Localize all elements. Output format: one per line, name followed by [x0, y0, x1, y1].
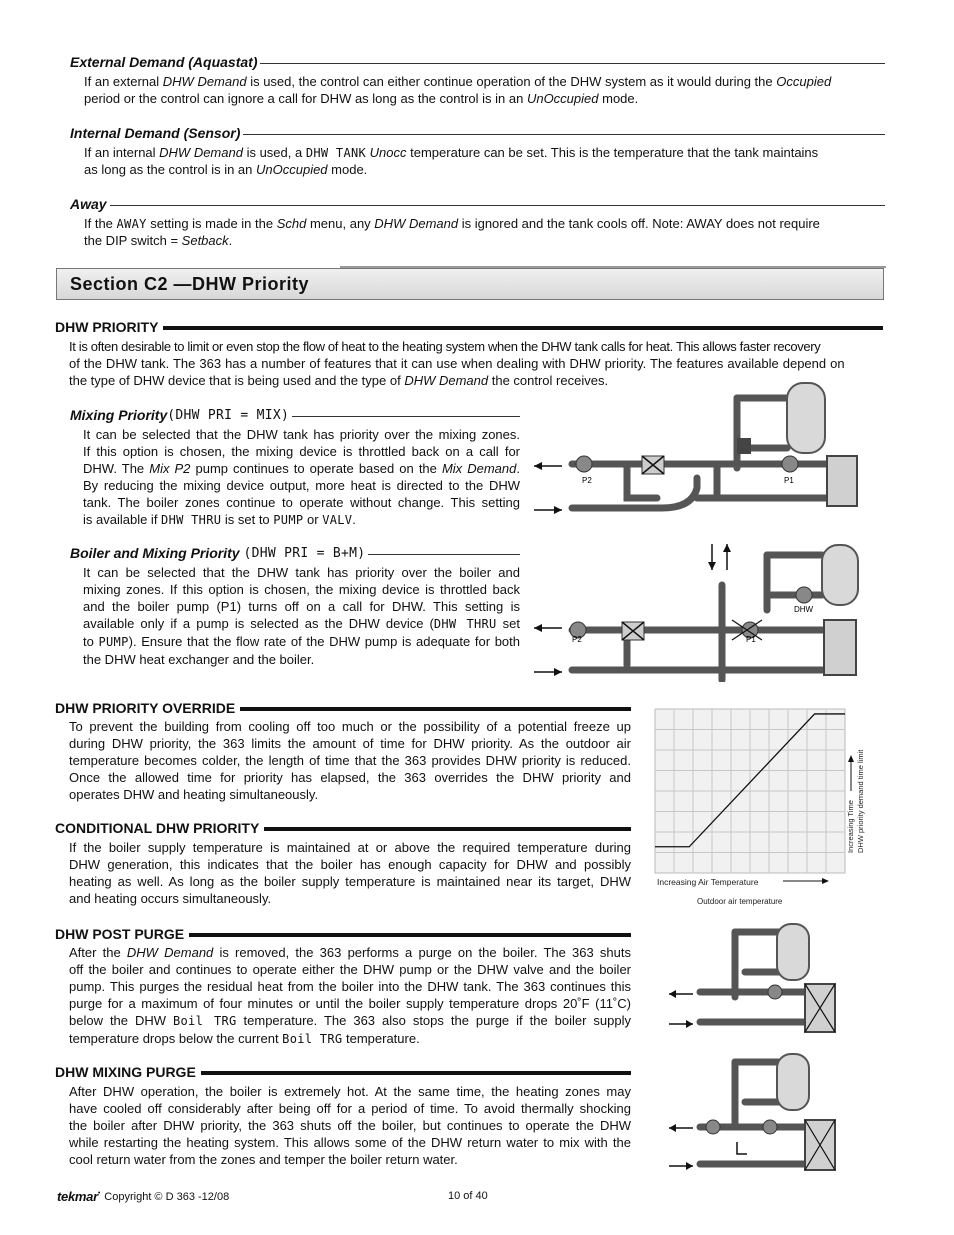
- text-run: mode.: [327, 162, 368, 177]
- internal-demand-line-1: [84, 144, 818, 162]
- paragraph-line: [69, 1030, 631, 1048]
- boiler-mixing-priority-heading: [70, 545, 520, 561]
- tekmar-logo: tekmar: [57, 1189, 98, 1204]
- dhw-label: DHW: [794, 605, 814, 614]
- text-run: or: [303, 512, 323, 527]
- text-run: tank. The boiler zones continue to operate without change. This setting: [83, 495, 520, 510]
- text-run: period or the control can ignore a call for DHW as long as the control is in an: [84, 91, 527, 106]
- lcd-code: DHW THRU: [161, 513, 222, 527]
- paragraph-line: [69, 1012, 631, 1030]
- paragraph-line: [83, 651, 520, 668]
- override-heading: [55, 700, 631, 716]
- text-run: is removed, the 363 performs a purge on the boiler. The 363 shuts: [213, 945, 631, 960]
- italic-term: Mix P2: [149, 461, 191, 476]
- paragraph-line: [69, 978, 631, 995]
- paragraph-line: If the boiler supply temperature is maintained at or above the required temperature during: [69, 840, 631, 855]
- copyright-text: Copyright © D 363 -12/08: [104, 1190, 230, 1203]
- paragraph-line: [69, 944, 631, 961]
- paragraph-line: while restarting the heating system. This allows some of the DHW return water to mix with the: [69, 1135, 631, 1150]
- override-title: DHW PRIORITY OVERRIDE: [55, 700, 236, 716]
- paragraph-line: [83, 426, 520, 443]
- paragraph-line: have cooled off considerably after being off for a period of time. To avoid thermally shocking: [69, 1101, 631, 1116]
- paragraph-line: [83, 460, 520, 477]
- paragraph-line: Once the allowed time for priority has elapsed, the 363 overrides the DHW priority and: [69, 770, 631, 785]
- external-demand-line-2: [84, 90, 638, 107]
- page-number: 10 of 40: [448, 1190, 488, 1202]
- lcd-code: PUMP: [98, 635, 129, 649]
- mixing-purge-diagram: [665, 1052, 845, 1177]
- text-run: below the DHW: [69, 1013, 173, 1028]
- italic-term: DHW Demand: [159, 145, 243, 160]
- supply-arrow-icon-2: [534, 624, 542, 632]
- down-arrow-icon: [708, 562, 716, 570]
- chart-y-arrow-icon: [848, 755, 854, 762]
- text-run: is available if: [83, 512, 162, 527]
- text-run: is used, the control can either continue operation of the DHW system as it would during the: [246, 74, 777, 89]
- italic-term: DHW Demand: [126, 945, 214, 960]
- return-arrow-icon-2: [554, 668, 562, 676]
- text-run: If an internal: [84, 145, 160, 160]
- internal-demand-heading: [70, 125, 885, 141]
- paragraph-line: [83, 615, 520, 633]
- mixing-purge-heading: [55, 1064, 631, 1080]
- text-run: After the: [69, 945, 127, 960]
- external-demand-line-1: [84, 73, 831, 90]
- text-run: temperature. The 363 also stops the purge if the boiler supply: [236, 1013, 631, 1028]
- paragraph-line: during DHW priority, the 363 limits the amount of time for DHW priority. As the outdoor air: [69, 736, 631, 751]
- text-run: If an external: [84, 74, 163, 89]
- text-run: setting is made in the: [146, 216, 277, 231]
- away-line-1: [84, 215, 820, 233]
- mixing-priority-body: [83, 426, 520, 529]
- dhw-priority-title: DHW PRIORITY: [55, 319, 159, 335]
- text-run: is set to: [221, 512, 274, 527]
- text-run: as long as the control is in an: [84, 162, 256, 177]
- text-run: By reducing the mixing device output, more heat is directed to the DHW: [83, 478, 520, 493]
- paragraph-line: and heating occurs simultaneously.: [69, 891, 272, 906]
- p1-pump-icon: [782, 456, 798, 472]
- text-run: DHW. The: [83, 461, 150, 476]
- chart-svg: [653, 707, 868, 907]
- chart-x-caption: Outdoor air temperature: [697, 897, 783, 906]
- italic-term: Schd: [276, 216, 307, 231]
- italic-term: DHW Demand: [374, 216, 459, 231]
- boiler-mixing-priority-code: (DHW PRI = B+M): [243, 545, 366, 561]
- paragraph-line: [83, 511, 520, 529]
- conditional-body: [69, 839, 631, 907]
- text-run: set: [496, 616, 520, 631]
- text-run: If the: [84, 216, 117, 231]
- override-body: [69, 718, 631, 803]
- mixing-purge-title: DHW MIXING PURGE: [55, 1064, 196, 1080]
- italic-term: Occupied: [776, 74, 832, 89]
- paragraph-line: [69, 995, 631, 1012]
- paragraph-line: DHW generation, this indicates that the boiler has enough capacity for DHW and possibly: [69, 857, 631, 872]
- p1-label-2: P1: [746, 635, 756, 644]
- text-run: purge for a maximum of four minutes or until the boiler supply temperature drops 20˚F (11˚C): [69, 996, 631, 1011]
- text-run: the DHW heat exchanger and the boiler.: [83, 652, 315, 667]
- paragraph-line: After DHW operation, the boiler is extremely hot. At the same time, the heating zones may: [69, 1084, 631, 1099]
- text-run: .: [516, 461, 520, 476]
- dhw-tank-icon: [787, 383, 825, 453]
- paragraph-line: [83, 633, 520, 651]
- text-run: off the boiler and continues to operate either the DHW pump or the DHW valve and the boiler: [69, 962, 631, 977]
- paragraph-line: operates DHW and heating simultaneously.: [69, 787, 319, 802]
- text-run: temperature can be set. This is the temperature that the tank maintains: [406, 145, 819, 160]
- section-banner: [56, 268, 884, 299]
- dhw-tank-icon-3: [777, 924, 809, 980]
- dhw-pump-icon: [796, 587, 812, 603]
- lcd-code: PUMP: [273, 513, 304, 527]
- dhw-tank-icon-4: [777, 1054, 809, 1110]
- pump-icon-3: [768, 985, 782, 999]
- text-run: If this option is chosen, the mixing device is throttled back on a call for: [83, 444, 520, 459]
- away-heading: [70, 196, 885, 212]
- dhw-valve-icon: [737, 438, 751, 454]
- supply-arrow-icon: [534, 462, 542, 470]
- boiler-mixing-priority-diagram: [532, 540, 872, 682]
- boiler-mixing-priority-body: [83, 564, 520, 668]
- paragraph-line: [83, 494, 520, 511]
- p2-label-2: P2: [572, 635, 582, 644]
- mixing-priority-title: Mixing Priority: [70, 407, 168, 423]
- mixing-purge-body: [69, 1083, 631, 1168]
- external-demand-heading: [70, 54, 885, 70]
- supply-arrow-icon-4: [669, 1124, 676, 1132]
- lcd-code: VALV: [322, 513, 353, 527]
- p1-label: P1: [784, 476, 794, 485]
- lcd-code: DHW TANK: [305, 146, 367, 160]
- text-run: mode.: [598, 91, 639, 106]
- paragraph-line: [83, 443, 520, 460]
- text-run: and the boiler pump (P1) turns off on a call for DHW. This setting is: [83, 599, 520, 614]
- conditional-heading: [55, 820, 631, 836]
- away-title: Away: [70, 196, 107, 212]
- p2-pump-icon: [576, 456, 592, 472]
- boiler-icon-2: [824, 620, 856, 675]
- return-arrow-icon-4: [686, 1162, 693, 1170]
- boiler-mixing-priority-title: Boiler and Mixing Priority: [70, 545, 240, 561]
- paragraph-line: [83, 598, 520, 615]
- paragraph-line: [83, 581, 520, 598]
- text-run: pump continues to operate based on the: [190, 461, 442, 476]
- pump-icon-5: [706, 1120, 720, 1134]
- paragraph-line: the boiler after DHW priority, the 363 shuts off the boiler, but continues to operate the DHW: [69, 1118, 631, 1133]
- paragraph-line: [83, 564, 520, 581]
- text-run: the type of DHW device that is being used and the type of: [69, 373, 405, 388]
- mixing-priority-diagram: [532, 378, 872, 520]
- internal-demand-line-2: [84, 161, 367, 178]
- paragraph-line: To prevent the building from cooling off too much or the possibility of a potential freeze up: [69, 719, 631, 734]
- priority-override-chart: [653, 707, 868, 907]
- text-run: temperature.: [342, 1031, 420, 1046]
- p2-label: P2: [582, 476, 592, 485]
- up-arrow-icon: [723, 544, 731, 552]
- italic-term: DHW Demand: [404, 373, 489, 388]
- paragraph-line: cool return water from the zones and temper the boiler return water.: [69, 1152, 458, 1167]
- boiler-icon: [827, 456, 857, 506]
- italic-term: DHW Demand: [162, 74, 247, 89]
- supply-arrow-icon-3: [669, 990, 676, 998]
- text-run: mixing zones. If this option is chosen, the mixing device is throttled back: [83, 582, 520, 597]
- registered-mark: •: [97, 1190, 101, 1197]
- text-run: ). Ensure that the flow rate of the DHW pump is adequate for both: [128, 634, 520, 649]
- post-purge-heading: [55, 926, 631, 942]
- text-run: It can be selected that the DHW tank has priority over the mixing zones.: [83, 427, 520, 442]
- text-run: It can be selected that the DHW tank has priority over the boiler and: [83, 565, 520, 580]
- italic-term: UnOccupied: [256, 162, 328, 177]
- text-run: the control receives.: [488, 373, 609, 388]
- post-purge-diagram: [665, 922, 845, 1047]
- italic-term: Mix Demand: [441, 461, 517, 476]
- mixing-priority-heading: [70, 407, 520, 423]
- text-run: .: [352, 512, 356, 527]
- footer-left: [57, 1189, 229, 1204]
- lcd-code: Boil TRG: [282, 1032, 343, 1046]
- post-purge-body: [69, 944, 631, 1048]
- paragraph-line: [69, 961, 631, 978]
- dhw-priority-heading: [55, 319, 883, 335]
- paragraph-line: temperature becomes colder, the length of time that the 363 provides DHW priority is reduced.: [69, 753, 631, 768]
- lcd-code: AWAY: [116, 217, 147, 231]
- chart-ylabel-2: DHW priority demand time limit: [856, 749, 865, 853]
- external-demand-title: External Demand (Aquastat): [70, 54, 258, 70]
- post-purge-title: DHW POST PURGE: [55, 926, 185, 942]
- text-run: temperature drops below the current: [69, 1031, 283, 1046]
- italic-term: Setback: [181, 233, 229, 248]
- text-run: available only if a pump is selected as the DHW device (: [83, 616, 434, 631]
- italic-term: Unocc: [369, 145, 407, 160]
- text-run: is ignored and the tank cools off. Note: AWAY does not require: [458, 216, 820, 231]
- text-run: the DIP switch =: [84, 233, 182, 248]
- chart-x-arrow-icon: [822, 878, 829, 884]
- internal-demand-title: Internal Demand (Sensor): [70, 125, 241, 141]
- chart-ylabel: Increasing Time: [846, 800, 855, 853]
- pump-icon-4: [763, 1120, 777, 1134]
- section-title: Section C2 —DHW Priority: [70, 274, 310, 294]
- dhw-priority-line-2: of the DHW tank. The 363 has a number of features that it can use when dealing with DHW priority. The features available depend on: [69, 356, 845, 371]
- lcd-code: DHW THRU: [433, 617, 497, 631]
- text-run: is used, a: [242, 145, 306, 160]
- text-run: to: [83, 634, 99, 649]
- paragraph-line: heating as well. As long as the boiler supply temperature is maintained near its target, DHW: [69, 874, 631, 889]
- text-run: pump. This purges the residual heat from the boiler into the DHW tank. The 363 continues this: [69, 979, 631, 994]
- text-run: .: [228, 233, 233, 248]
- dhw-priority-line-1: It is often desirable to limit or even stop the flow of heat to the heating system when the DHW tank calls for heat. This allows faster recovery: [69, 339, 821, 354]
- dhw-tank-icon-2: [822, 545, 858, 605]
- chart-xlabel: Increasing Air Temperature: [657, 877, 759, 887]
- mixing-priority-code: (DHW PRI = MIX): [167, 407, 290, 423]
- lcd-code: Boil TRG: [173, 1014, 237, 1028]
- return-arrow-icon: [554, 506, 562, 514]
- paragraph-line: [83, 477, 520, 494]
- return-arrow-icon-3: [686, 1020, 693, 1028]
- away-line-2: [84, 232, 232, 249]
- italic-term: UnOccupied: [526, 91, 599, 106]
- conditional-title: CONDITIONAL DHW PRIORITY: [55, 820, 260, 836]
- text-run: menu, any: [306, 216, 375, 231]
